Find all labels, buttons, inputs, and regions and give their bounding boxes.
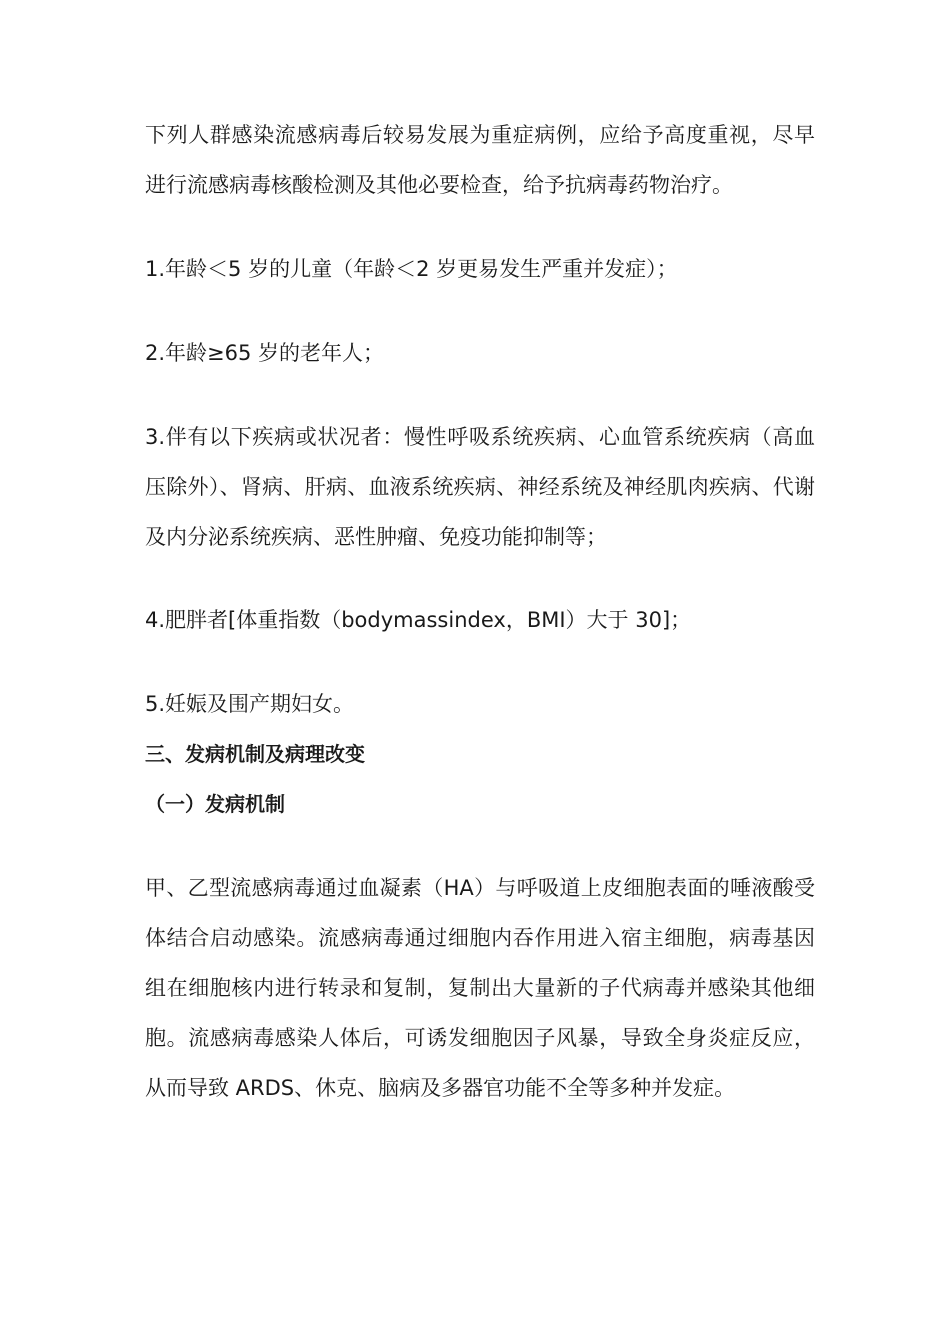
risk-group-item-1: 1.年龄＜5 岁的儿童（年龄＜2 岁更易发生严重并发症）； xyxy=(145,257,678,281)
subsection-heading: （一）发病机制 xyxy=(145,792,285,816)
risk-group-item-2: 2.年龄≥65 岁的老年人； xyxy=(145,341,385,365)
mechanism-paragraph: 甲、乙型流感病毒通过血凝素（HA）与呼吸道上皮细胞表面的唾液酸受体结合启动感染。流感病毒通过细胞内吞作用进入宿主细胞，病毒基因组在细胞核内进行转录和复制，复制出大量新的子代病毒并感染其他细胞。流感病毒感染人体后，可诱发细胞因子风暴，导致全身炎症反应，从而导致 ARDS、休克、脑病及多器官功能不全等多种并发症。 xyxy=(145,876,815,1100)
risk-group-item-5: 5.妊娠及围产期妇女。 xyxy=(145,692,355,716)
risk-group-item-4: 4.肥胖者[体重指数（bodymassindex，BMI）大于 30]； xyxy=(145,608,692,632)
risk-group-item-3: 3.伴有以下疾病或状况者：慢性呼吸系统疾病、心血管系统疾病（高血压除外）、肾病、肝病、血液系统疾病、神经系统及神经肌肉疾病、代谢及内分泌系统疾病、恶性肿瘤、免疫功能抑制等； xyxy=(145,425,815,549)
document-page xyxy=(145,110,815,1113)
section-heading: 三、发病机制及病理改变 xyxy=(145,742,365,766)
intro-paragraph: 下列人群感染流感病毒后较易发展为重症病例，应给予高度重视，尽早进行流感病毒核酸检测及其他必要检查，给予抗病毒药物治疗。 xyxy=(145,123,815,197)
